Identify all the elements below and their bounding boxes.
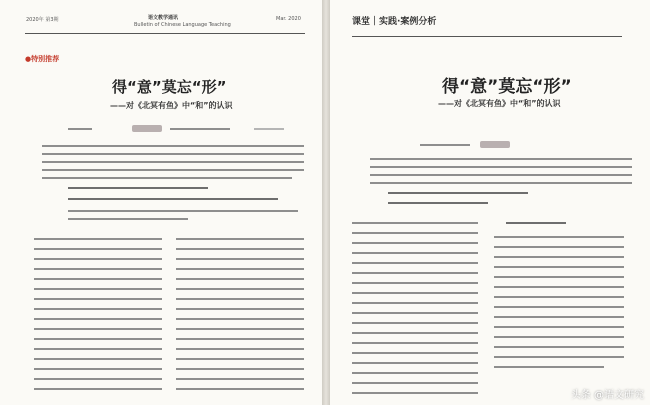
body-line xyxy=(352,222,478,224)
body-line xyxy=(352,292,478,294)
body-line xyxy=(352,392,478,394)
body-line xyxy=(34,268,162,270)
body-line xyxy=(352,362,478,364)
body-line xyxy=(34,238,162,240)
body-line xyxy=(176,328,304,330)
column-label: 课堂｜实践·案例分析 xyxy=(352,17,437,27)
body-line xyxy=(176,258,304,260)
left-header-rule xyxy=(25,33,305,34)
author-name-redacted xyxy=(132,125,162,132)
footnote-line xyxy=(68,210,298,212)
body-line xyxy=(34,308,162,310)
section-badge: ●特别推荐 xyxy=(25,55,60,63)
right-article-subtitle: ——对《北冥有鱼》中“和”的认识 xyxy=(438,99,561,108)
body-line xyxy=(352,252,478,254)
body-line xyxy=(352,302,478,304)
body-line xyxy=(494,286,624,288)
body-line xyxy=(494,366,604,368)
body-line xyxy=(352,262,478,264)
keywords-line xyxy=(388,192,528,194)
author-line xyxy=(68,128,92,130)
body-line xyxy=(494,246,624,248)
body-line xyxy=(494,346,624,348)
body-line xyxy=(352,352,478,354)
body-line xyxy=(34,388,162,390)
body-line xyxy=(34,258,162,260)
right-article-title: 得“意”莫忘“形” xyxy=(442,77,572,97)
body-line xyxy=(494,266,624,268)
body-line xyxy=(494,326,624,328)
body-line xyxy=(176,298,304,300)
body-line xyxy=(34,288,162,290)
body-line xyxy=(176,288,304,290)
author-code-line xyxy=(254,128,284,130)
author-line xyxy=(420,144,470,146)
author-name-redacted xyxy=(480,141,510,148)
watermark: 头条 @语文研究 xyxy=(570,390,644,401)
keywords-line xyxy=(68,187,208,189)
author-affiliation-line xyxy=(170,128,230,130)
section-heading-line xyxy=(506,222,566,224)
right-header-rule xyxy=(352,36,622,37)
body-line xyxy=(352,332,478,334)
body-line xyxy=(176,238,304,240)
abstract-line xyxy=(42,145,304,147)
body-line xyxy=(176,318,304,320)
body-line xyxy=(494,336,624,338)
body-line xyxy=(34,348,162,350)
body-line xyxy=(176,368,304,370)
body-line xyxy=(352,382,478,384)
body-line xyxy=(352,242,478,244)
body-line xyxy=(494,296,624,298)
footnote-line xyxy=(68,218,188,220)
body-line xyxy=(176,308,304,310)
body-line xyxy=(352,272,478,274)
body-line xyxy=(352,372,478,374)
body-line xyxy=(34,378,162,380)
body-line xyxy=(494,236,624,238)
right-page xyxy=(330,0,650,405)
body-line xyxy=(34,338,162,340)
left-header-meta: Mar. 2020 xyxy=(276,16,301,22)
body-line xyxy=(34,368,162,370)
left-page xyxy=(0,0,322,405)
body-line xyxy=(176,268,304,270)
body-line xyxy=(494,276,624,278)
body-line xyxy=(494,306,624,308)
body-line xyxy=(352,322,478,324)
body-line xyxy=(494,316,624,318)
body-line xyxy=(34,298,162,300)
body-line xyxy=(34,328,162,330)
left-header-issue: 2020年 第3期 xyxy=(26,17,59,23)
classification-line xyxy=(388,202,488,204)
abstract-line xyxy=(370,166,632,168)
abstract-line xyxy=(42,161,304,163)
body-line xyxy=(176,358,304,360)
body-line xyxy=(176,278,304,280)
body-line xyxy=(352,232,478,234)
body-line xyxy=(352,312,478,314)
left-article-title: 得“意”莫忘“形” xyxy=(112,78,227,96)
body-line xyxy=(352,342,478,344)
body-line xyxy=(34,278,162,280)
body-line xyxy=(176,388,304,390)
abstract-line xyxy=(370,158,632,160)
body-line xyxy=(176,378,304,380)
body-line xyxy=(34,318,162,320)
body-line xyxy=(494,256,624,258)
left-header-journal-en: Bulletin of Chinese Language Teaching xyxy=(134,22,231,28)
page-gutter xyxy=(322,0,330,405)
abstract-line xyxy=(42,177,292,179)
body-line xyxy=(34,248,162,250)
body-line xyxy=(34,358,162,360)
classification-line xyxy=(68,198,278,200)
body-line xyxy=(176,348,304,350)
body-line xyxy=(176,248,304,250)
abstract-line xyxy=(370,182,632,184)
abstract-line xyxy=(42,169,304,171)
left-article-subtitle: ——对《北冥有鱼》中“和”的认识 xyxy=(110,101,233,110)
body-line xyxy=(352,282,478,284)
abstract-line xyxy=(370,174,632,176)
abstract-line xyxy=(42,153,304,155)
body-line xyxy=(176,338,304,340)
body-line xyxy=(494,356,624,358)
left-header-journal-cn: 语文教学通讯 xyxy=(148,15,179,21)
